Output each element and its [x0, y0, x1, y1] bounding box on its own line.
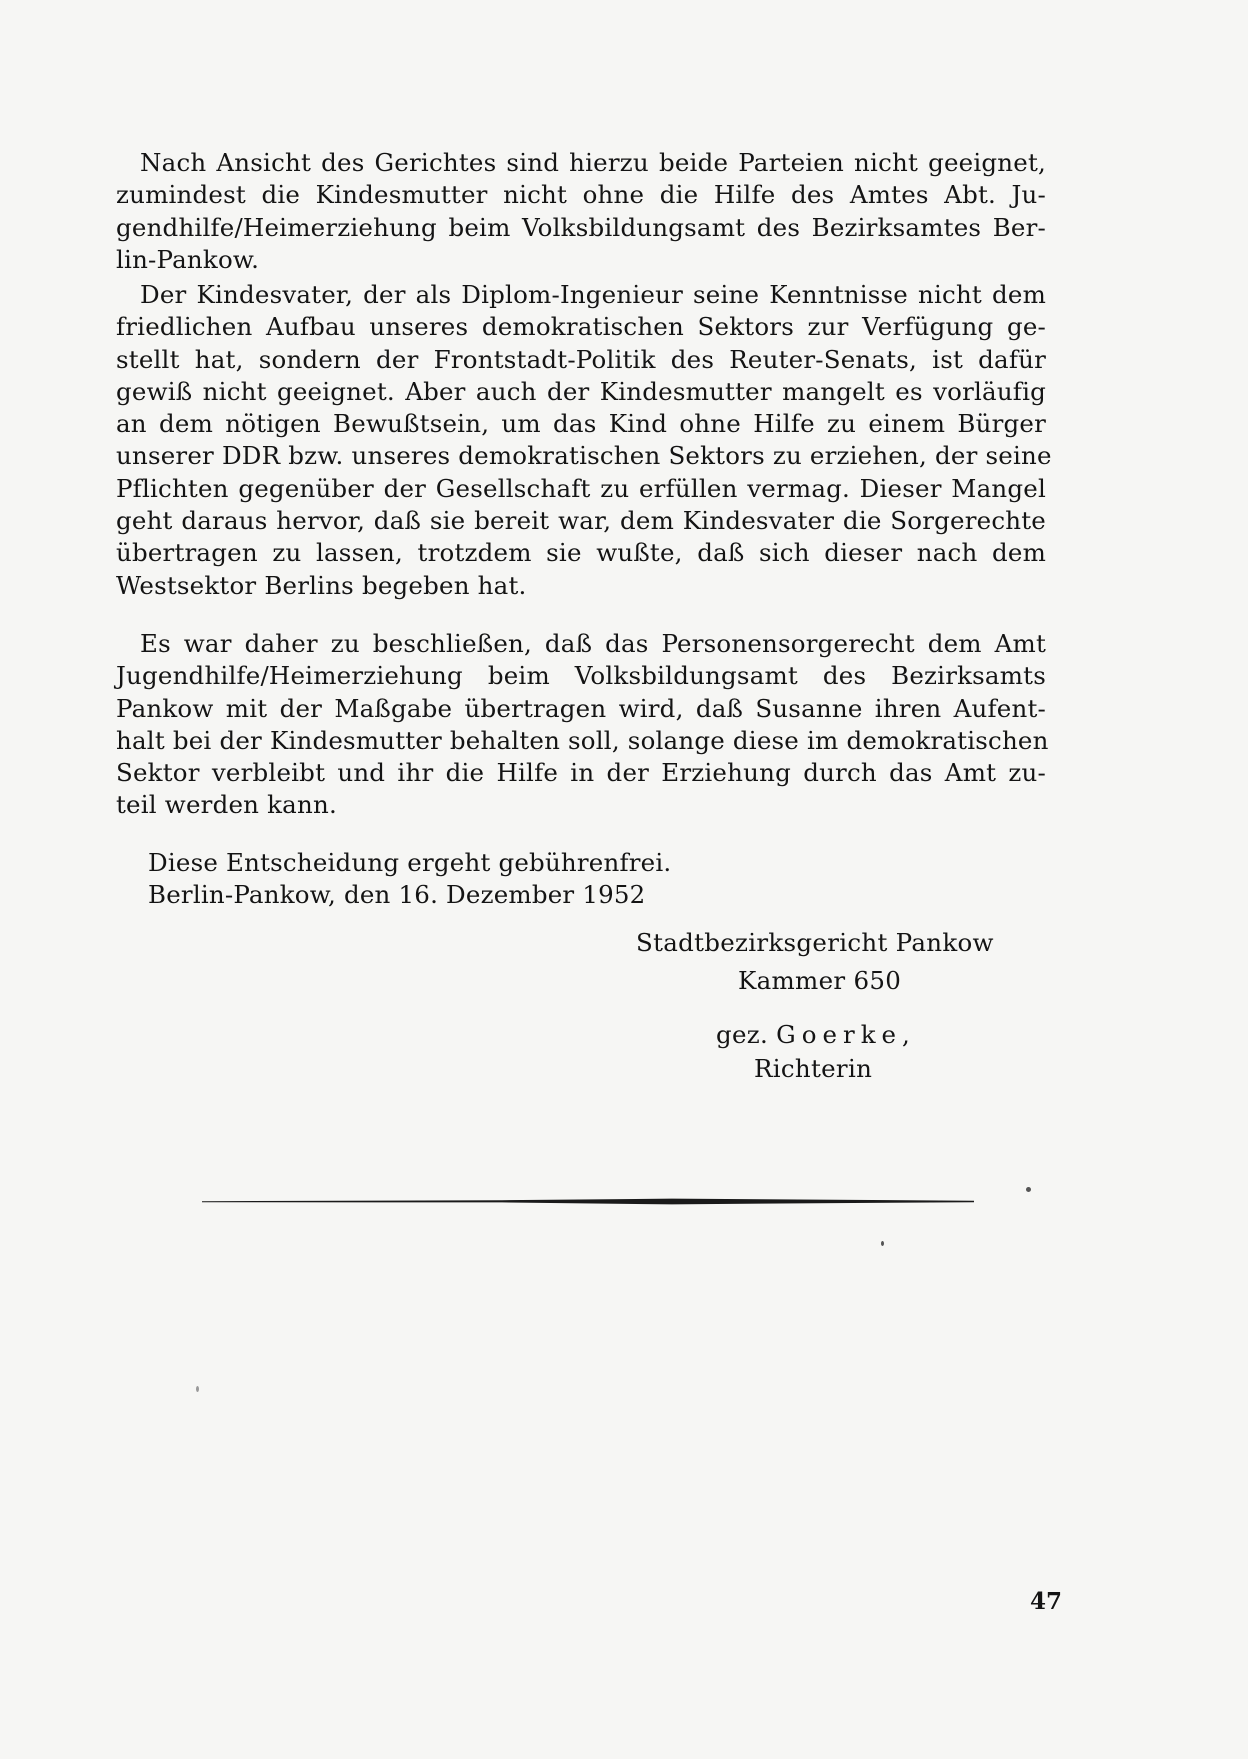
text-line: Sektor verbleibt und ihr die Hilfe in der Erziehung durch das Amt zu- [116, 758, 1046, 788]
text-line: Pankow mit der Maßgabe übertragen wird, daß Susanne ihren Aufent- [116, 693, 1046, 723]
text-line: Jugendhilfe/Heimerziehung beim Volksbildungsamt des Bezirksamts [116, 661, 1046, 691]
court-name: Stadtbezirksgericht Pankow [636, 928, 994, 957]
text-line: Nach Ansicht des Gerichtes sind hierzu beide Parteien nicht geeignet, [140, 148, 1046, 177]
print-speck [881, 1241, 884, 1246]
court-chamber: Kammer 650 [738, 966, 902, 995]
text-line: gendhilfe/Heimerziehung beim Volksbildungsamt des Bezirksamtes Ber- [116, 212, 1046, 242]
print-speck [196, 1386, 199, 1392]
text-line: zumindest die Kindesmutter nicht ohne die Hilfe des Amtes Abt. Ju- [116, 180, 1046, 210]
page-number: 47 [1030, 1588, 1063, 1615]
paragraph-father-mother [116, 279, 1052, 602]
paragraph-decision [116, 628, 1049, 822]
print-speck [1026, 1187, 1031, 1192]
signature-line [716, 1019, 916, 1051]
signature-role: Richterin [754, 1054, 873, 1083]
signature-prefix: gez. [716, 1020, 769, 1049]
horizontal-rule [202, 1198, 974, 1205]
fee-note: Diese Entscheidung ergeht gebührenfrei. [148, 848, 672, 877]
place-date: Berlin-Pankow, den 16. Dezember 1952 [148, 880, 646, 909]
text-line: halt bei der Kindesmutter behalten soll, solange diese im demokratischen [116, 725, 1049, 755]
text-line: geht daraus hervor, daß sie bereit war, dem Kindesvater die Sorgerechte [116, 506, 1046, 536]
text-line: Es war daher zu beschließen, daß das Personensorgerecht dem Amt [140, 629, 1046, 658]
text-line: lin-Pankow. [116, 244, 260, 274]
text-line: friedlichen Aufbau unseres demokratischen Sektors zur Verfügung ge- [116, 312, 1046, 342]
text-line: stellt hat, sondern der Frontstadt-Politik des Reuter-Senats, ist dafür [116, 344, 1046, 374]
text-line: unserer DDR bzw. unseres demokratischen Sektors zu erziehen, der seine [116, 441, 1052, 471]
text-line: Westsektor Berlins begeben hat. [116, 570, 527, 600]
text-line: übertragen zu lassen, trotzdem sie wußte, daß sich dieser nach dem [116, 538, 1046, 568]
text-line: an dem nötigen Bewußtsein, um das Kind ohne Hilfe zu einem Bürger [116, 409, 1046, 439]
paragraph-court-opinion [116, 147, 1046, 276]
signature-name: Goerke, [776, 1020, 916, 1049]
text-line: Pflichten gegenüber der Gesellschaft zu erfüllen vermag. Dieser Mangel [116, 473, 1046, 503]
text-line: gewiß nicht geeignet. Aber auch der Kindesmutter mangelt es vorläufig [116, 376, 1046, 406]
text-line: teil werden kann. [116, 790, 337, 820]
text-line: Der Kindesvater, der als Diplom-Ingenieur seine Kenntnisse nicht dem [140, 280, 1046, 309]
